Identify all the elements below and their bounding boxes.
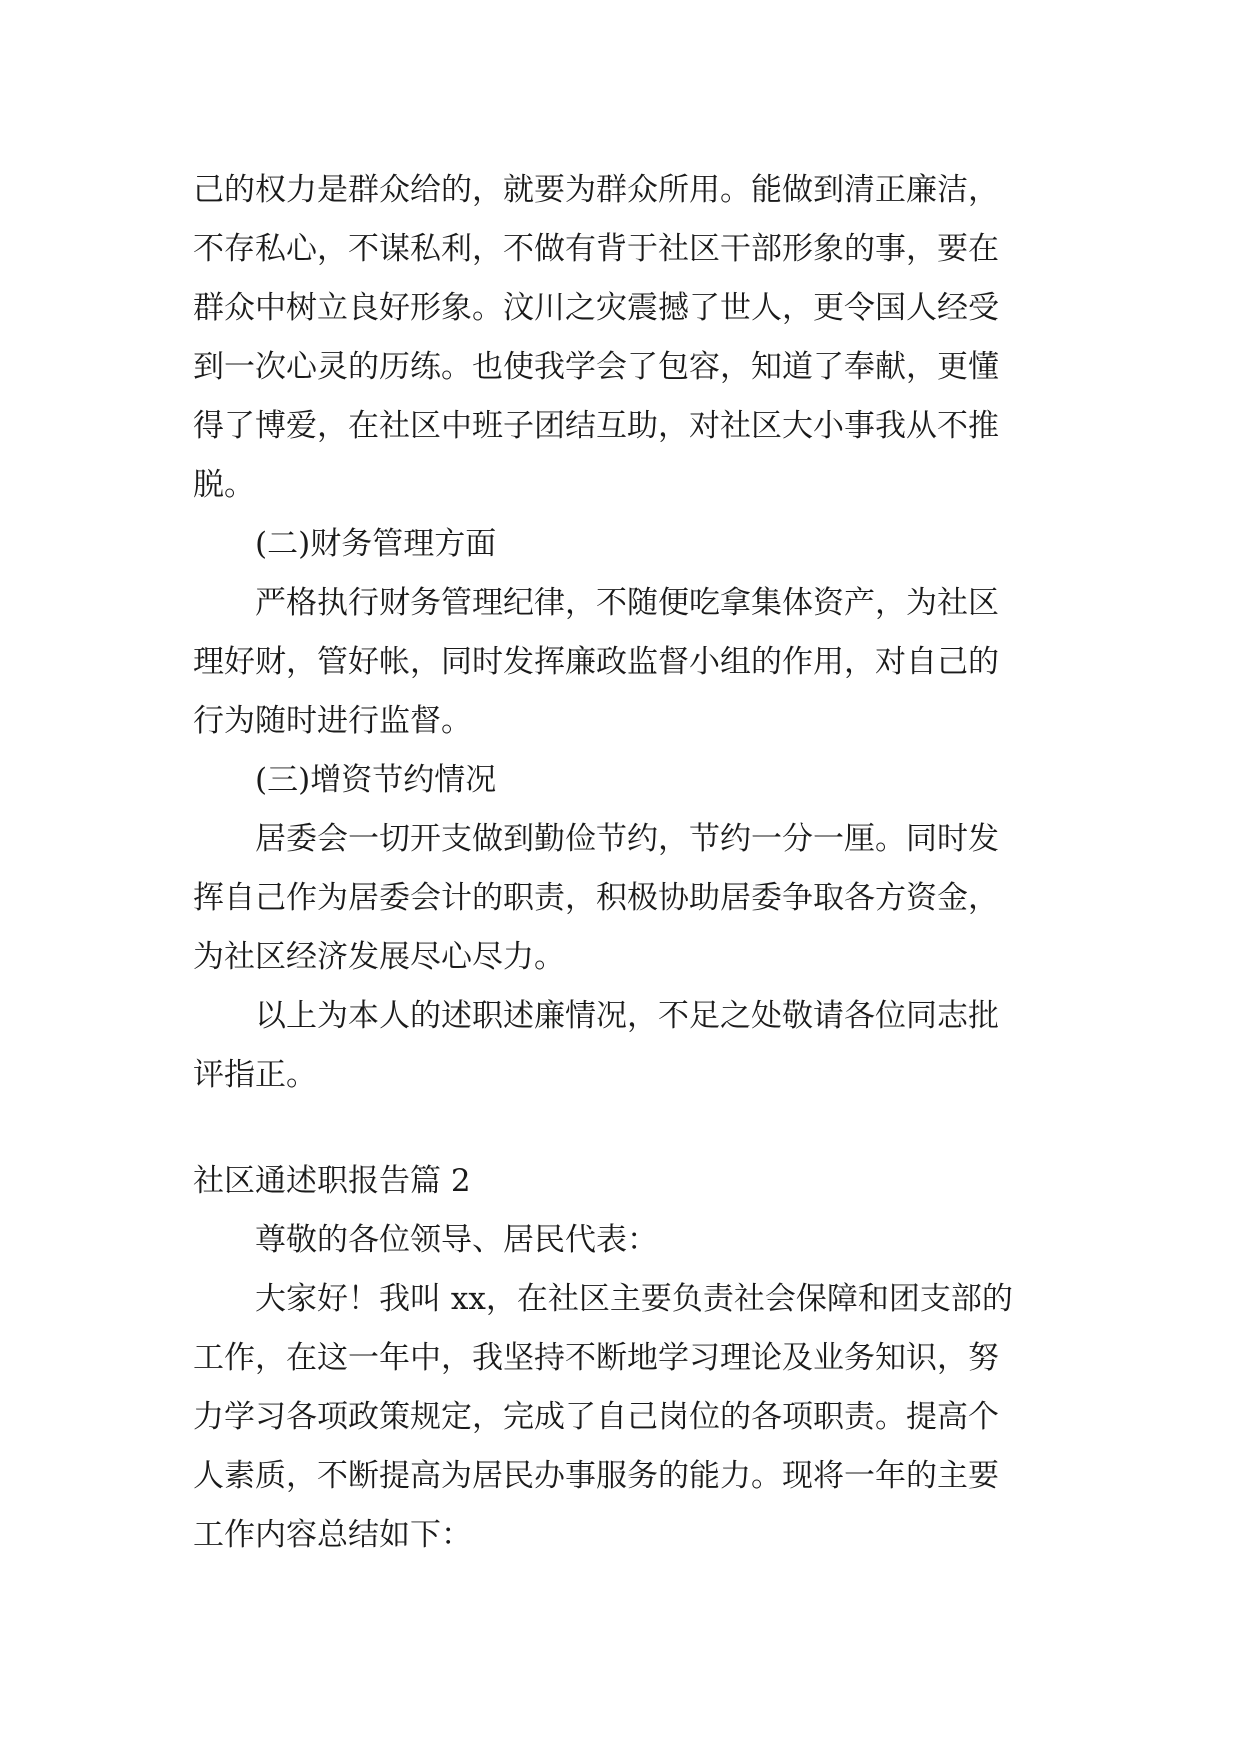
paragraph-line: 工作，在这一年中，我坚持不断地学习理论及业务知识，努 [193,1340,999,1376]
paragraph-line: 己的权力是群众给的，就要为群众所用。能做到清正廉洁， [193,172,999,208]
paragraph-line: 严格执行财务管理纪律，不随便吃拿集体资产，为社区 [255,585,999,621]
paragraph-line: 理好财，管好帐，同时发挥廉政监督小组的作用，对自己的 [193,644,999,680]
paragraph-line: 大家好！我叫 xx，在社区主要负责社会保障和团支部的 [255,1281,1013,1317]
paragraph-line: 力学习各项政策规定，完成了自己岗位的各项职责。提高个 [193,1399,999,1435]
paragraph-line: 得了博爱，在社区中班子团结互助，对社区大小事我从不推 [193,408,999,444]
paragraph-line: 行为随时进行监督。 [193,703,472,739]
paragraph-line: 不存私心，不谋私利，不做有背于社区干部形象的事，要在 [193,231,999,267]
report-title: 社区通述职报告篇 2 [193,1163,471,1199]
paragraph-line: 以上为本人的述职述廉情况，不足之处敬请各位同志批 [255,998,999,1034]
paragraph-line: 到一次心灵的历练。也使我学会了包容，知道了奉献，更懂 [193,349,999,385]
paragraph-line: 评指正。 [193,1057,317,1093]
salutation: 尊敬的各位领导、居民代表： [255,1222,658,1258]
paragraph-line: 脱。 [193,467,255,503]
section-heading: (二)财务管理方面 [255,526,497,562]
paragraph-line: 工作内容总结如下： [193,1517,472,1553]
paragraph-line: 为社区经济发展尽心尽力。 [193,939,565,975]
paragraph-line: 挥自己作为居委会计的职责，积极协助居委争取各方资金， [193,880,999,916]
paragraph-line: 人素质，不断提高为居民办事服务的能力。现将一年的主要 [193,1458,999,1494]
paragraph-line: 居委会一切开支做到勤俭节约，节约一分一厘。同时发 [255,821,999,857]
paragraph-line: 群众中树立良好形象。汶川之灾震撼了世人，更令国人经受 [193,290,999,326]
section-heading: (三)增资节约情况 [255,762,497,798]
